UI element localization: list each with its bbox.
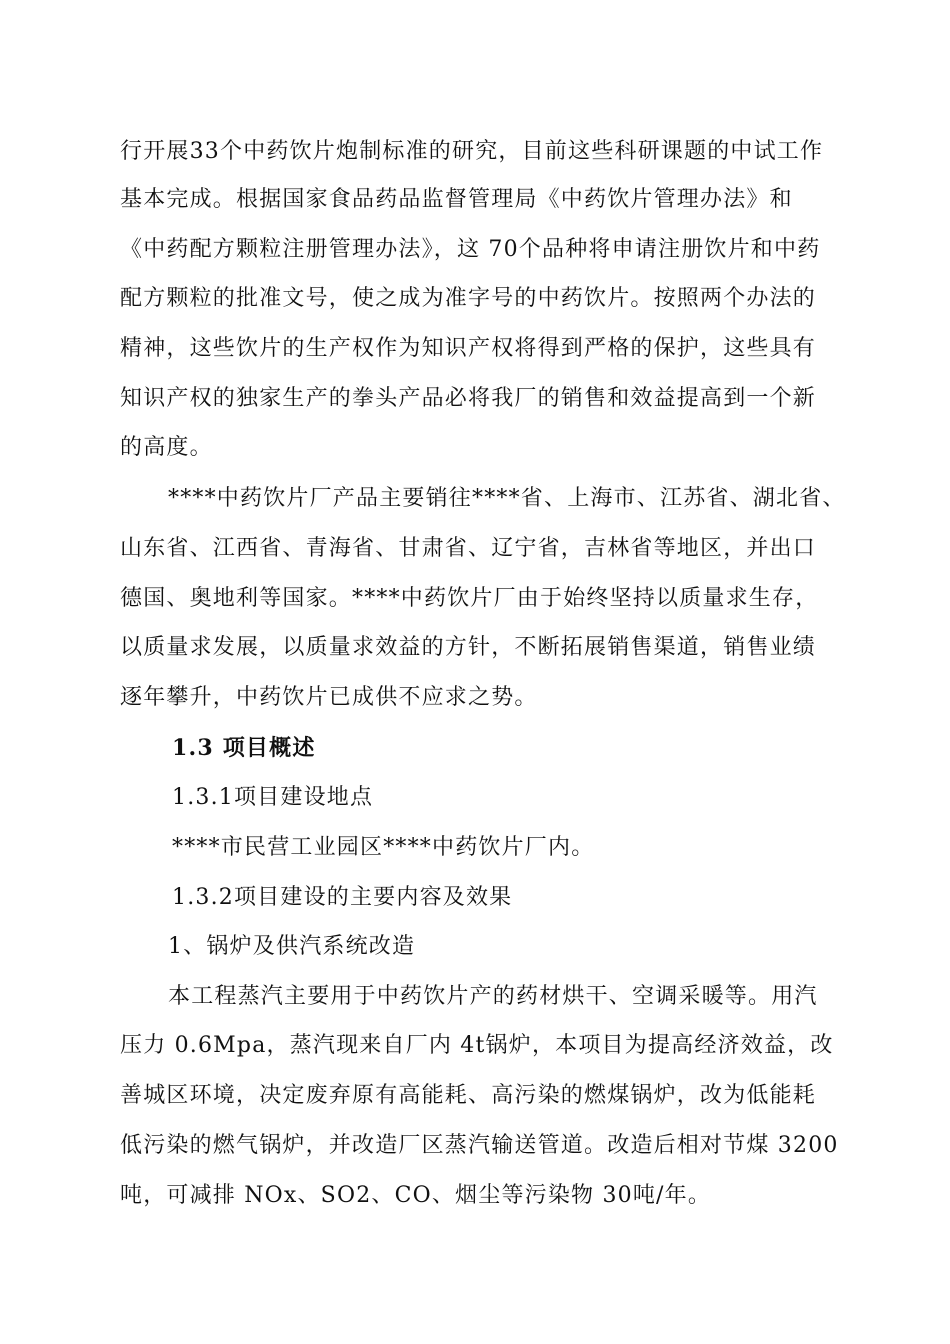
paragraph-line: 善城区环境，决定废弃原有高能耗、高污染的燃煤锅炉，改为低能耗 bbox=[120, 1083, 817, 1108]
paragraph-line: ****中药饮片厂产品主要销往****省、上海市、江苏省、湖北省、 bbox=[168, 486, 846, 511]
paragraph-line: ****市民营工业园区****中药饮片厂内。 bbox=[172, 835, 595, 860]
paragraph-line: 以质量求发展，以质量求效益的方针，不断拓展销售渠道，销售业绩 bbox=[120, 635, 817, 660]
subsection-heading: 1.3.2项目建设的主要内容及效果 bbox=[172, 885, 513, 910]
paragraph-line: 压力 0.6Mpa，蒸汽现来自厂内 4t锅炉，本项目为提高经济效益，改 bbox=[120, 1033, 834, 1058]
paragraph-line: 配方颗粒的批准文号，使之成为准字号的中药饮片。按照两个办法的 bbox=[120, 286, 817, 311]
paragraph-line: 知识产权的独家生产的拳头产品必将我厂的销售和效益提高到一个新 bbox=[120, 386, 817, 411]
paragraph-line: 行开展33个中药饮片炮制标准的研究，目前这些科研课题的中试工作 bbox=[120, 139, 824, 164]
list-heading: 1、锅炉及供汽系统改造 bbox=[168, 934, 416, 959]
paragraph-line: 山东省、江西省、青海省、甘肃省、辽宁省，吉林省等地区，并出口 bbox=[120, 536, 817, 561]
paragraph-line: 精神，这些饮片的生产权作为知识产权将得到严格的保护，这些具有 bbox=[120, 336, 817, 361]
paragraph-line: 基本完成。根据国家食品药品监督管理局《中药饮片管理办法》和 bbox=[120, 187, 793, 212]
paragraph-line: 的高度。 bbox=[120, 435, 213, 460]
paragraph-line: 《中药配方颗粒注册管理办法》，这 70个品种将申请注册饮片和中药 bbox=[120, 237, 821, 262]
subsection-heading: 1.3.1项目建设地点 bbox=[172, 785, 374, 810]
paragraph-line: 德国、奥地利等国家。****中药饮片厂由于始终坚持以质量求生存， bbox=[120, 586, 819, 611]
paragraph-line: 本工程蒸汽主要用于中药饮片产的药材烘干、空调采暖等。用汽 bbox=[168, 984, 818, 1009]
paragraph-line: 逐年攀升，中药饮片已成供不应求之势。 bbox=[120, 685, 538, 710]
paragraph-line: 低污染的燃气锅炉，并改造厂区蒸汽输送管道。改造后相对节煤 3200 bbox=[120, 1133, 839, 1158]
section-heading: 1.3 项目概述 bbox=[172, 735, 316, 761]
paragraph-line: 吨，可减排 NOx、SO2、CO、烟尘等污染物 30吨/年。 bbox=[120, 1183, 712, 1208]
